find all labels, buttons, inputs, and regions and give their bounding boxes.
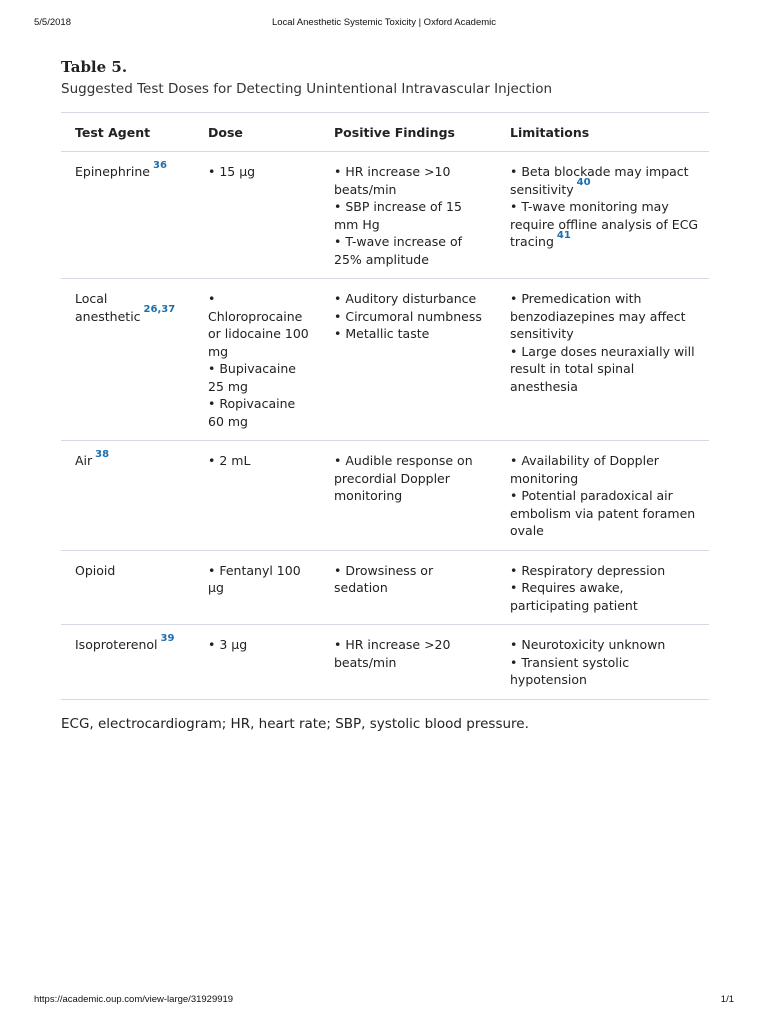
reference-link[interactable]: 38 bbox=[95, 448, 110, 460]
table-row bbox=[61, 152, 709, 279]
limitation-text: • Potential paradoxical air embolism via patent foramen ovale bbox=[510, 488, 696, 538]
test-dose-table bbox=[61, 112, 709, 700]
limitation-item bbox=[510, 636, 701, 654]
limitation-item bbox=[510, 579, 701, 614]
dose-item: • Bupivacaine 25 mg bbox=[208, 361, 296, 394]
print-header bbox=[34, 17, 734, 29]
print-url: https://academic.oup.com/view-large/31929919 bbox=[34, 994, 234, 1005]
test-agent-name: Air bbox=[75, 453, 93, 468]
test-agent-name: Epinephrine bbox=[75, 164, 150, 179]
table-row bbox=[61, 625, 709, 700]
dose-item: • Chloroprocaine or lidocaine 100 mg bbox=[208, 291, 309, 359]
table-label: Table 5. bbox=[61, 58, 128, 76]
cell-dose bbox=[194, 279, 320, 441]
print-page-number: 1/1 bbox=[720, 994, 734, 1005]
cell-limitations bbox=[496, 441, 709, 551]
test-agent-name: Opioid bbox=[75, 562, 116, 578]
cell-test-agent bbox=[61, 152, 194, 279]
finding-item: • Circumoral numbness bbox=[334, 308, 482, 324]
cell-limitations bbox=[496, 279, 709, 441]
test-agent-name: Isoproterenol bbox=[75, 637, 158, 652]
finding-item: • Auditory disturbance bbox=[334, 291, 477, 306]
cell-limitations bbox=[496, 625, 709, 700]
limitation-item bbox=[510, 290, 701, 343]
print-footer bbox=[34, 994, 734, 1006]
dose-item: • 3 μg bbox=[208, 637, 248, 652]
limitation-item bbox=[510, 163, 701, 198]
finding-item: • HR increase >10 beats/min bbox=[334, 164, 451, 197]
cell-test-agent bbox=[61, 550, 194, 625]
finding-item: • T-wave increase of 25% amplitude bbox=[334, 234, 462, 267]
table-header bbox=[61, 113, 709, 152]
limitation-text: • Premedication with benzodiazepines may affect sensitivity bbox=[510, 291, 686, 341]
limitation-item bbox=[510, 487, 701, 540]
reference-link[interactable]: 26,37 bbox=[143, 304, 176, 316]
dose-item: • Ropivacaine 60 mg bbox=[208, 396, 296, 429]
limitation-text: • Availability of Doppler monitoring bbox=[510, 453, 659, 486]
reference-link[interactable]: 41 bbox=[556, 229, 571, 241]
finding-item: • SBP increase of 15 mm Hg bbox=[334, 199, 462, 232]
reference-link[interactable]: 39 bbox=[160, 632, 175, 644]
cell-positive-findings bbox=[320, 152, 496, 279]
limitation-item bbox=[510, 562, 701, 580]
cell-test-agent bbox=[61, 441, 194, 551]
dose-item: • 2 mL bbox=[208, 453, 251, 468]
finding-item: • HR increase >20 beats/min bbox=[334, 637, 451, 670]
finding-item: • Audible response on precordial Doppler monitoring bbox=[334, 453, 473, 503]
dose-item: • 15 μg bbox=[208, 164, 256, 179]
table-body bbox=[61, 152, 709, 700]
limitation-text: • Respiratory depression bbox=[510, 562, 666, 578]
cell-limitations bbox=[496, 152, 709, 279]
table-row bbox=[61, 279, 709, 441]
cell-positive-findings bbox=[320, 550, 496, 625]
cell-dose bbox=[194, 550, 320, 625]
table-footnote: ECG, electrocardiogram; HR, heart rate; SBP, systolic blood pressure. bbox=[61, 716, 529, 732]
table-row bbox=[61, 441, 709, 551]
table-caption: Suggested Test Doses for Detecting Unintentional Intravascular Injection bbox=[61, 81, 553, 97]
cell-positive-findings bbox=[320, 279, 496, 441]
cell-test-agent bbox=[61, 625, 194, 700]
limitation-text: • Beta blockade may impact sensitivity bbox=[510, 164, 689, 197]
print-page-title: Local Anesthetic Systemic Toxicity | Oxford Academic bbox=[271, 17, 497, 28]
limitation-item bbox=[510, 452, 701, 487]
cell-limitations bbox=[496, 550, 709, 625]
limitation-item bbox=[510, 198, 701, 251]
table-row bbox=[61, 550, 709, 625]
limitation-text: • Neurotoxicity unknown bbox=[510, 637, 666, 652]
reference-link[interactable]: 40 bbox=[576, 177, 591, 189]
cell-dose bbox=[194, 152, 320, 279]
header-limitations: Limitations bbox=[496, 113, 709, 152]
limitation-text: • Requires awake, participating patient bbox=[510, 580, 638, 613]
test-agent-name: Local anesthetic bbox=[75, 291, 141, 324]
limitation-item bbox=[510, 343, 701, 396]
print-date: 5/5/2018 bbox=[34, 17, 71, 28]
cell-dose bbox=[194, 441, 320, 551]
limitation-text: • Large doses neuraxially will result in total spinal anesthesia bbox=[510, 343, 695, 394]
reference-link[interactable]: 36 bbox=[153, 159, 167, 171]
header-positive-findings: Positive Findings bbox=[320, 113, 496, 152]
header-row bbox=[61, 113, 709, 152]
finding-item: • Drowsiness or sedation bbox=[334, 562, 434, 595]
header-dose: Dose bbox=[194, 113, 320, 152]
limitation-text: • Transient systolic hypotension bbox=[510, 654, 630, 687]
header-test-agent: Test Agent bbox=[61, 113, 194, 152]
limitation-item bbox=[510, 654, 701, 689]
limitation-text: • T-wave monitoring may require offline analysis of ECG tracing bbox=[510, 199, 699, 249]
cell-test-agent bbox=[61, 279, 194, 441]
cell-positive-findings bbox=[320, 441, 496, 551]
cell-positive-findings bbox=[320, 625, 496, 700]
dose-item: • Fentanyl 100 μg bbox=[208, 562, 301, 595]
cell-dose bbox=[194, 625, 320, 700]
finding-item: • Metallic taste bbox=[334, 326, 430, 341]
